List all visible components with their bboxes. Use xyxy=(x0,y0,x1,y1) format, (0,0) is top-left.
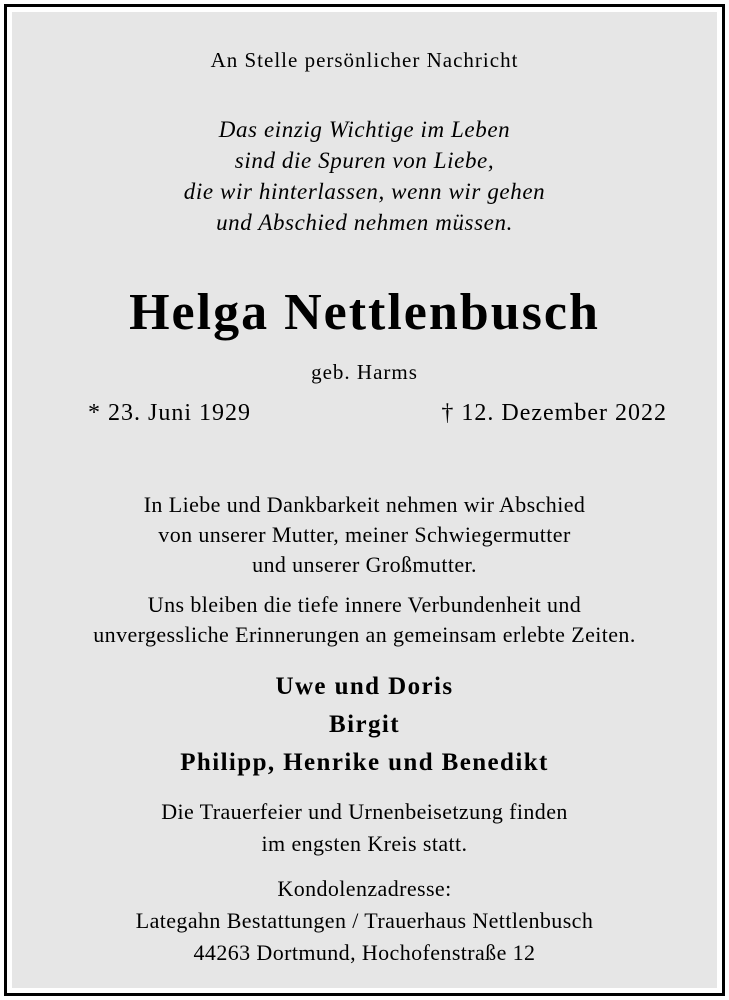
farewell-line-2: von unserer Mutter, meiner Schwiegermutter xyxy=(158,522,571,547)
memory-line-1: Uns bleiben die tiefe innere Verbundenheit und xyxy=(147,592,582,617)
birth-date: * 23. Juni 1929 xyxy=(88,400,252,426)
condolence-label: Kondolenzadresse: xyxy=(277,876,452,901)
condolence-address: 44263 Dortmund, Hochofenstraße 12 xyxy=(193,940,536,965)
farewell-line-1: In Liebe und Dankbarkeit nehmen wir Abschied xyxy=(143,492,586,517)
family-line-3: Philipp, Henrike und Benedikt xyxy=(180,749,549,776)
ceremony-line-1: Die Trauerfeier und Urnenbeisetzung finden xyxy=(161,799,568,824)
quote-line-4: und Abschied nehmen müssen. xyxy=(216,210,513,235)
family-line-2: Birgit xyxy=(329,711,400,738)
ceremony-line-2: im engsten Kreis statt. xyxy=(261,831,468,856)
farewell-line-3: und unserer Großmutter. xyxy=(252,552,477,577)
quote-line-2: sind die Spuren von Liebe, xyxy=(234,148,495,173)
family-line-1: Uwe und Doris xyxy=(275,673,454,700)
memory-line-2: unvergessliche Erinnerungen an gemeinsam erlebte Zeiten. xyxy=(93,622,636,647)
birth-name: geb. Harms xyxy=(311,360,418,384)
deceased-name: Helga Nettlenbusch xyxy=(129,284,600,341)
quote-line-1: Das einzig Wichtige im Leben xyxy=(218,117,511,142)
death-date: † 12. Dezember 2022 xyxy=(441,400,667,426)
condolence-funeral-home: Lategahn Bestattungen / Trauerhaus Nettlenbusch xyxy=(135,908,594,933)
notice-header: An Stelle persönlicher Nachricht xyxy=(210,48,519,72)
quote-line-3: die wir hinterlassen, wenn wir gehen xyxy=(183,179,546,204)
